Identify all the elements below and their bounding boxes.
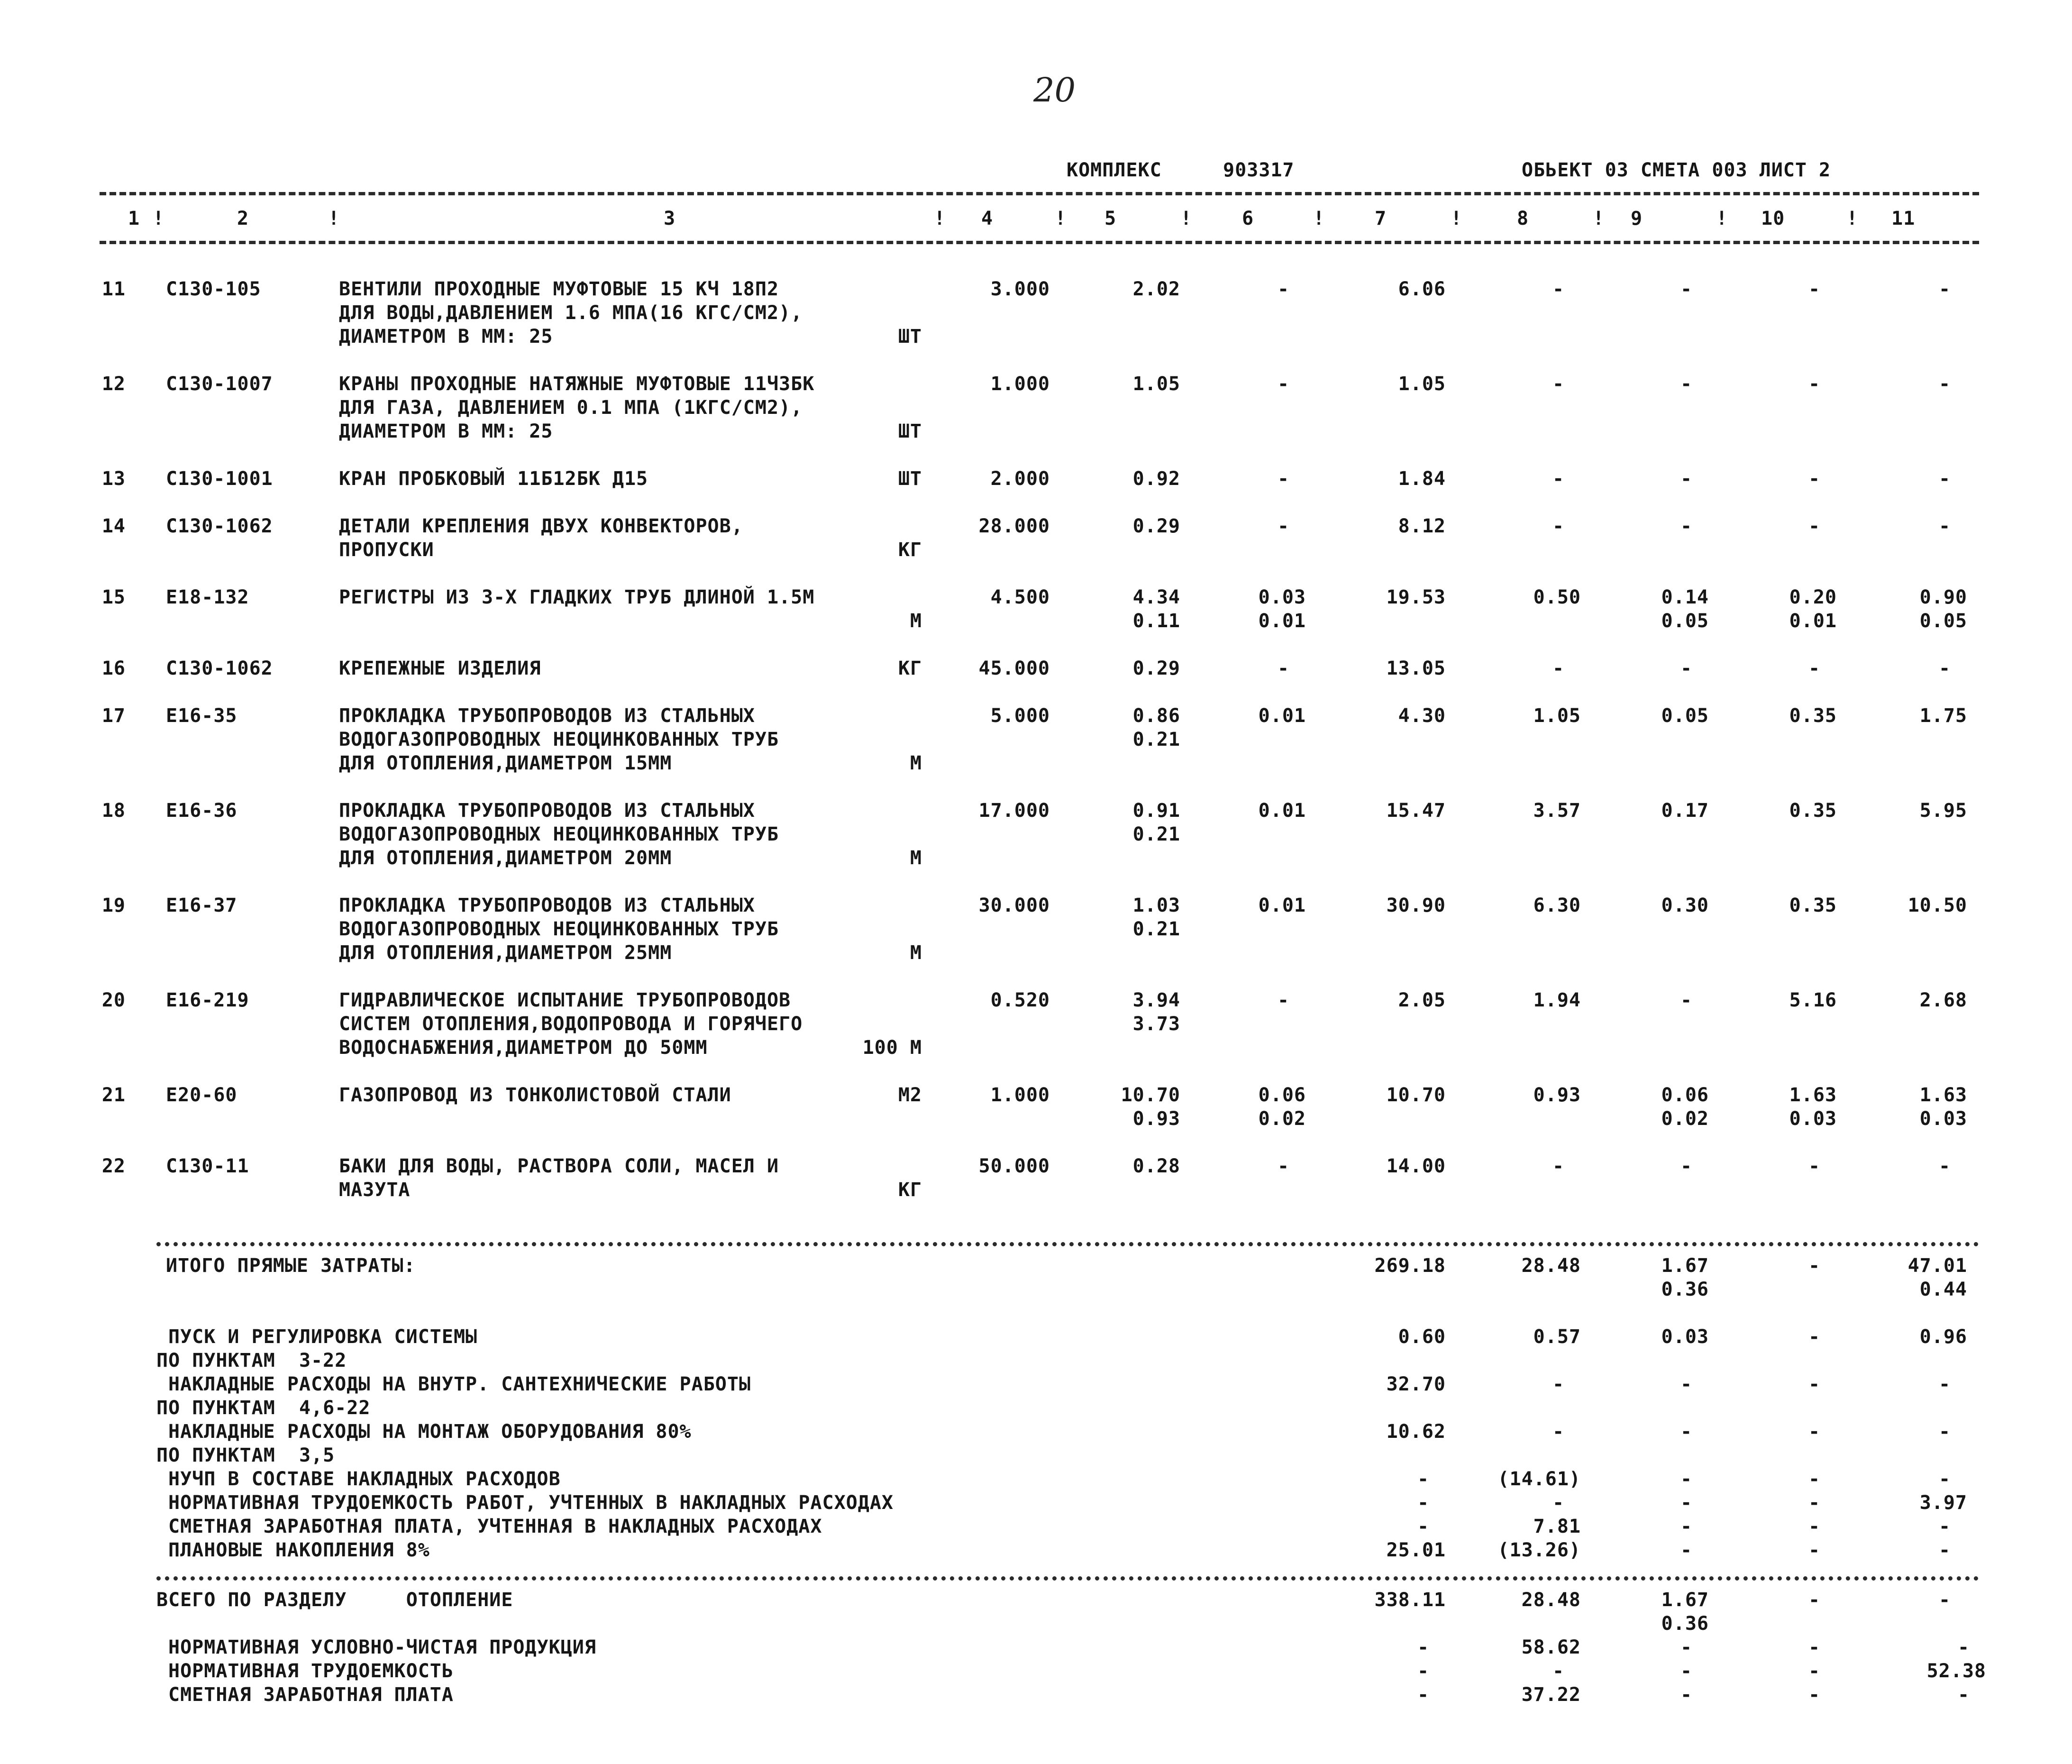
item-quantity: 5.000 [990, 705, 1050, 727]
item-unit: 100 М [862, 1037, 922, 1059]
cell-col6: 0.01 [1258, 800, 1306, 822]
cell-col11: 0.90 [1919, 586, 1967, 608]
item-code: Е16-219 [166, 989, 249, 1011]
overhead-col11: 3.97 [1919, 1492, 1967, 1514]
cell-col8: 1.05 [1533, 705, 1581, 727]
cell-col7: 30.90 [1386, 895, 1446, 916]
cell-col10: - [1808, 515, 1821, 537]
footer-col9: - [1680, 1660, 1693, 1682]
page-number: 20 [1033, 71, 1076, 110]
item-number: 15 [101, 586, 126, 608]
item-description: ПРОКЛАДКА ТРУБОПРОВОДОВ ИЗ СТАЛЬНЫХ [339, 895, 755, 916]
item-number: 14 [101, 515, 126, 537]
cell-col6: 0.01 [1258, 705, 1306, 727]
cell-col10: 5.16 [1789, 989, 1837, 1011]
cell-col11: - [1939, 468, 1951, 490]
overhead-col9: - [1680, 1373, 1693, 1395]
overhead-col9: - [1680, 1421, 1693, 1443]
column-separator: ! [1593, 208, 1605, 229]
column-header-2: 2 [237, 208, 249, 229]
item-description: ВОДОСНАБЖЕНИЯ,ДИАМЕТРОМ ДО 50ММ [339, 1037, 708, 1059]
cell-col10: 0.03 [1789, 1108, 1837, 1130]
overhead-col8: - [1552, 1373, 1565, 1395]
overhead-col7: 0.60 [1398, 1326, 1446, 1348]
footer-col8: - [1552, 1660, 1565, 1682]
direct-costs-col10: - [1808, 1255, 1821, 1277]
cell-col9: 0.02 [1661, 1108, 1709, 1130]
overhead-col11: 0.96 [1919, 1326, 1967, 1348]
cell-col7: 14.00 [1386, 1155, 1446, 1177]
section-total-rule [156, 1576, 1979, 1581]
cell-col7: 8.12 [1398, 515, 1446, 537]
section-total-col9: 1.67 [1661, 1589, 1709, 1611]
cell-col5: 3.73 [1132, 1013, 1180, 1035]
item-number: 21 [101, 1084, 126, 1106]
cell-col9: - [1680, 658, 1693, 679]
item-description: КРАН ПРОБКОВЫЙ 11Б12БК Д15 [339, 468, 648, 490]
item-unit: КГ [898, 1179, 922, 1201]
footer-col7: - [1417, 1636, 1430, 1658]
overhead-col7: 32.70 [1386, 1373, 1446, 1395]
totals-rule [156, 1242, 1979, 1246]
cell-col8: - [1552, 658, 1565, 679]
cell-col11: 5.95 [1919, 800, 1967, 822]
cell-col9: 0.17 [1661, 800, 1709, 822]
direct-costs-col8: 28.48 [1521, 1255, 1581, 1277]
item-code: С130-105 [166, 278, 261, 300]
item-quantity: 30.000 [978, 895, 1050, 916]
cell-col9: - [1680, 515, 1693, 537]
item-unit: ШТ [898, 326, 922, 347]
item-description: ПРОПУСКИ [339, 539, 434, 561]
footer-col7: - [1417, 1660, 1430, 1682]
column-separator: ! [1451, 208, 1463, 229]
cell-col5: 0.28 [1132, 1155, 1180, 1177]
cell-col11: 10.50 [1908, 895, 1967, 916]
overhead-col8: (14.61) [1497, 1468, 1581, 1490]
direct-costs-col11: 47.01 [1908, 1255, 1967, 1277]
cell-col7: 1.05 [1398, 373, 1446, 395]
overhead-items: ПО ПУНКТАМ 3-22 [156, 1350, 347, 1371]
item-unit: М [910, 942, 922, 964]
column-separator: ! [1313, 208, 1325, 229]
item-code: С130-11 [166, 1155, 249, 1177]
item-description: БАКИ ДЛЯ ВОДЫ, РАСТВОРА СОЛИ, МАСЕЛ И [339, 1155, 779, 1177]
cell-col6: 0.06 [1258, 1084, 1306, 1106]
cell-col9: 0.05 [1661, 610, 1709, 632]
cell-col10: 0.35 [1789, 705, 1837, 727]
section-total-col7: 338.11 [1374, 1589, 1446, 1611]
cell-col6: - [1278, 278, 1290, 300]
item-unit: М [910, 847, 922, 869]
item-unit: ШТ [898, 420, 922, 442]
cell-col8: 1.94 [1533, 989, 1581, 1011]
cell-col5: 0.11 [1132, 610, 1180, 632]
column-separator: ! [1716, 208, 1728, 229]
item-number: 13 [101, 468, 126, 490]
item-quantity: 17.000 [978, 800, 1050, 822]
cell-col5: 0.91 [1132, 800, 1180, 822]
cell-col11: 0.03 [1919, 1108, 1967, 1130]
cell-col9: 0.05 [1661, 705, 1709, 727]
overhead-col8: - [1552, 1492, 1565, 1514]
overhead-col10: - [1808, 1326, 1821, 1348]
item-description: ДИАМЕТРОМ В ММ: 25 [339, 420, 553, 442]
item-number: 22 [101, 1155, 126, 1177]
overhead-col7: 10.62 [1386, 1421, 1446, 1443]
overhead-col10: - [1808, 1373, 1821, 1395]
cell-col8: 6.30 [1533, 895, 1581, 916]
item-description: ВОДОГАЗОПРОВОДНЫХ НЕОЦИНКОВАННЫХ ТРУБ [339, 823, 779, 845]
item-quantity: 0.520 [990, 989, 1050, 1011]
column-header-7: 7 [1375, 208, 1387, 229]
cell-col10: - [1808, 373, 1821, 395]
column-separator: ! [328, 208, 340, 229]
overhead-col8: (13.26) [1497, 1539, 1581, 1561]
cell-col8: - [1552, 373, 1565, 395]
overhead-col8: 7.81 [1533, 1516, 1581, 1537]
cell-col10: 0.01 [1789, 610, 1837, 632]
item-code: С130-1001 [166, 468, 273, 490]
cell-col8: - [1552, 468, 1565, 490]
overhead-items: ПО ПУНКТАМ 4,6-22 [156, 1397, 371, 1419]
cell-col5: 3.94 [1132, 989, 1180, 1011]
item-description: ГАЗОПРОВОД ИЗ ТОНКОЛИСТОВОЙ СТАЛИ [339, 1084, 731, 1106]
section-total-col10: - [1808, 1589, 1821, 1611]
footer-col10: - [1808, 1684, 1821, 1706]
overhead-label: НАКЛАДНЫЕ РАСХОДЫ НА МОНТАЖ ОБОРУДОВАНИЯ 80% [168, 1421, 692, 1443]
item-description: ДЕТАЛИ КРЕПЛЕНИЯ ДВУХ КОНВЕКТОРОВ, [339, 515, 743, 537]
item-description: СИСТЕМ ОТОПЛЕНИЯ,ВОДОПРОВОДА И ГОРЯЧЕГО [339, 1013, 803, 1035]
overhead-label: ПЛАНОВЫЕ НАКОПЛЕНИЯ 8% [168, 1539, 430, 1561]
cell-col7: 13.05 [1386, 658, 1446, 679]
overhead-col10: - [1808, 1516, 1821, 1537]
cell-col6: - [1278, 468, 1290, 490]
column-header-8: 8 [1517, 208, 1529, 229]
cell-col5: 0.21 [1132, 729, 1180, 750]
cell-col6: 0.03 [1258, 586, 1306, 608]
cell-col5: 4.34 [1132, 586, 1180, 608]
cell-col9: - [1680, 373, 1693, 395]
cell-col9: 0.06 [1661, 1084, 1709, 1106]
direct-costs-label: ИТОГО ПРЯМЫЕ ЗАТРАТЫ: [166, 1255, 416, 1277]
column-header-10: 10 [1761, 208, 1785, 229]
footer-col10: - [1808, 1660, 1821, 1682]
item-description: КРЕПЕЖНЫЕ ИЗДЕЛИЯ [339, 658, 541, 679]
column-separator: ! [153, 208, 165, 229]
direct-costs-col9: 1.67 [1661, 1255, 1709, 1277]
cell-col9: - [1680, 989, 1693, 1011]
section-total-label: ВСЕГО ПО РАЗДЕЛУ ОТОПЛЕНИЕ [156, 1589, 513, 1611]
cell-col8: 0.93 [1533, 1084, 1581, 1106]
item-code: Е16-37 [166, 895, 237, 916]
item-number: 16 [101, 658, 126, 679]
cell-col9: - [1680, 1155, 1693, 1177]
cell-col7: 19.53 [1386, 586, 1446, 608]
cell-col5: 0.29 [1132, 658, 1180, 679]
item-number: 12 [101, 373, 126, 395]
cell-col10: 1.63 [1789, 1084, 1837, 1106]
cell-col9: 0.30 [1661, 895, 1709, 916]
item-description: КРАНЫ ПРОХОДНЫЕ НАТЯЖНЫЕ МУФТОВЫЕ 11Ч3БК [339, 373, 815, 395]
section-total-col11: - [1939, 1589, 1951, 1611]
cell-col5: 0.86 [1132, 705, 1180, 727]
footer-col11: - [1958, 1684, 1970, 1706]
item-quantity: 1.000 [990, 373, 1050, 395]
overhead-col11: - [1939, 1373, 1951, 1395]
item-description: ГИДРАВЛИЧЕСКОЕ ИСПЫТАНИЕ ТРУБОПРОВОДОВ [339, 989, 791, 1011]
cell-col5: 0.21 [1132, 823, 1180, 845]
cell-col5: 1.03 [1132, 895, 1180, 916]
cell-col6: 0.01 [1258, 610, 1306, 632]
overhead-col10: - [1808, 1468, 1821, 1490]
complex-label: КОМПЛЕКС [1067, 159, 1162, 181]
overhead-col8: - [1552, 1421, 1565, 1443]
cell-col9: 0.14 [1661, 586, 1709, 608]
overhead-label: СМЕТНАЯ ЗАРАБОТНАЯ ПЛАТА, УЧТЕННАЯ В НАКЛАДНЫХ РАСХОДАХ [168, 1516, 822, 1537]
cell-col11: 2.68 [1919, 989, 1967, 1011]
item-description: ПРОКЛАДКА ТРУБОПРОВОДОВ ИЗ СТАЛЬНЫХ [339, 705, 755, 727]
item-quantity: 1.000 [990, 1084, 1050, 1106]
cell-col8: - [1552, 278, 1565, 300]
item-description: ПРОКЛАДКА ТРУБОПРОВОДОВ ИЗ СТАЛЬНЫХ [339, 800, 755, 822]
item-unit: ШТ [898, 468, 922, 490]
cell-col11: 1.63 [1919, 1084, 1967, 1106]
footer-label: НОРМАТИВНАЯ ТРУДОЕМКОСТЬ [168, 1660, 454, 1682]
item-code: С130-1062 [166, 515, 273, 537]
item-unit: М [910, 610, 922, 632]
overhead-label: НАКЛАДНЫЕ РАСХОДЫ НА ВНУТР. САНТЕХНИЧЕСКИЕ РАБОТЫ [168, 1373, 751, 1395]
cell-col6: 0.01 [1258, 895, 1306, 916]
footer-col10: - [1808, 1636, 1821, 1658]
item-number: 11 [101, 278, 126, 300]
item-unit: М2 [898, 1084, 922, 1106]
item-number: 18 [101, 800, 126, 822]
cell-col5: 0.92 [1132, 468, 1180, 490]
item-quantity: 28.000 [978, 515, 1050, 537]
item-description: ДЛЯ ВОДЫ,ДАВЛЕНИЕМ 1.6 МПА(16 КГС/СМ2), [339, 302, 803, 324]
item-code: Е16-36 [166, 800, 237, 822]
footer-col7: - [1417, 1684, 1430, 1706]
overhead-col7: 25.01 [1386, 1539, 1446, 1561]
item-description: ДЛЯ ГАЗА, ДАВЛЕНИЕМ 0.1 МПА (1КГС/СМ2), [339, 397, 803, 419]
column-header-3: 3 [664, 208, 676, 229]
overhead-col10: - [1808, 1539, 1821, 1561]
cell-col7: 1.84 [1398, 468, 1446, 490]
column-separator: ! [934, 208, 946, 229]
cell-col9: - [1680, 278, 1693, 300]
cell-col6: - [1278, 1155, 1290, 1177]
cell-col11: - [1939, 658, 1951, 679]
cell-col11: - [1939, 373, 1951, 395]
item-quantity: 4.500 [990, 586, 1050, 608]
overhead-col11: - [1939, 1516, 1951, 1537]
overhead-col9: - [1680, 1492, 1693, 1514]
overhead-items: ПО ПУНКТАМ 3,5 [156, 1444, 335, 1466]
item-code: Е20-60 [166, 1084, 237, 1106]
cell-col7: 6.06 [1398, 278, 1446, 300]
overhead-col9: - [1680, 1516, 1693, 1537]
cell-col6: - [1278, 373, 1290, 395]
item-description: ВОДОГАЗОПРОВОДНЫХ НЕОЦИНКОВАННЫХ ТРУБ [339, 918, 779, 940]
item-description: ДЛЯ ОТОПЛЕНИЯ,ДИАМЕТРОМ 15ММ [339, 752, 672, 774]
cell-col11: 1.75 [1919, 705, 1967, 727]
cell-col10: - [1808, 1155, 1821, 1177]
direct-costs-col9: 0.36 [1661, 1279, 1709, 1300]
overhead-col7: - [1417, 1492, 1430, 1514]
item-description: ВЕНТИЛИ ПРОХОДНЫЕ МУФТОВЫЕ 15 КЧ 18П2 [339, 278, 779, 300]
direct-costs-col7: 269.18 [1374, 1255, 1446, 1277]
direct-costs-col11: 0.44 [1919, 1279, 1967, 1300]
column-header-5: 5 [1104, 208, 1117, 229]
overhead-col11: - [1939, 1539, 1951, 1561]
cell-col10: 0.35 [1789, 895, 1837, 916]
cell-col11: - [1939, 1155, 1951, 1177]
item-unit: КГ [898, 539, 922, 561]
cell-col11: 0.05 [1919, 610, 1967, 632]
overhead-col7: - [1417, 1468, 1430, 1490]
item-description: МАЗУТА [339, 1179, 411, 1201]
cell-col5: 10.70 [1121, 1084, 1180, 1106]
overhead-col7: - [1417, 1516, 1430, 1537]
footer-label: НОРМАТИВНАЯ УСЛОВНО-ЧИСТАЯ ПРОДУКЦИЯ [168, 1636, 596, 1658]
section-total-col9: 0.36 [1661, 1613, 1709, 1635]
item-number: 19 [101, 895, 126, 916]
column-header-4: 4 [981, 208, 994, 229]
cell-col7: 4.30 [1398, 705, 1446, 727]
item-description: ДЛЯ ОТОПЛЕНИЯ,ДИАМЕТРОМ 20ММ [339, 847, 672, 869]
item-description: РЕГИСТРЫ ИЗ 3-Х ГЛАДКИХ ТРУБ ДЛИНОЙ 1.5М [339, 586, 815, 608]
cell-col8: 0.50 [1533, 586, 1581, 608]
item-unit: КГ [898, 658, 922, 679]
column-header-11: 11 [1891, 208, 1916, 229]
cell-col10: 0.35 [1789, 800, 1837, 822]
cell-col7: 15.47 [1386, 800, 1446, 822]
cell-col5: 2.02 [1132, 278, 1180, 300]
overhead-col11: - [1939, 1421, 1951, 1443]
cell-col11: - [1939, 278, 1951, 300]
overhead-col8: 0.57 [1533, 1326, 1581, 1348]
footer-col8: 58.62 [1521, 1636, 1581, 1658]
item-description: ВОДОГАЗОПРОВОДНЫХ НЕОЦИНКОВАННЫХ ТРУБ [339, 729, 779, 750]
footer-col9: - [1680, 1636, 1693, 1658]
overhead-label: НОРМАТИВНАЯ ТРУДОЕМКОСТЬ РАБОТ, УЧТЕННЫХ В НАКЛАДНЫХ РАСХОДАХ [168, 1492, 894, 1514]
cell-col8: 3.57 [1533, 800, 1581, 822]
item-code: Е16-35 [166, 705, 237, 727]
footer-col11: 52.38 [1926, 1660, 1986, 1682]
header-rule-top [100, 192, 1979, 195]
column-separator: ! [1180, 208, 1193, 229]
item-code: С130-1062 [166, 658, 273, 679]
column-separator: ! [1846, 208, 1859, 229]
cell-col8: - [1552, 1155, 1565, 1177]
header-rule-bottom [100, 241, 1979, 244]
item-unit: М [910, 752, 922, 774]
overhead-col11: - [1939, 1468, 1951, 1490]
cell-col5: 1.05 [1132, 373, 1180, 395]
overhead-col9: 0.03 [1661, 1326, 1709, 1348]
overhead-col10: - [1808, 1421, 1821, 1443]
cell-col5: 0.21 [1132, 918, 1180, 940]
column-header-1: 1 [128, 208, 140, 229]
section-total-col8: 28.48 [1521, 1589, 1581, 1611]
cell-col6: - [1278, 989, 1290, 1011]
cell-col7: 10.70 [1386, 1084, 1446, 1106]
cell-col6: - [1278, 658, 1290, 679]
object-info: ОБЬЕКТ 03 СМЕТА 003 ЛИСТ 2 [1522, 159, 1831, 181]
cell-col7: 2.05 [1398, 989, 1446, 1011]
item-number: 17 [101, 705, 126, 727]
footer-label: СМЕТНАЯ ЗАРАБОТНАЯ ПЛАТА [168, 1684, 454, 1706]
cell-col6: - [1278, 515, 1290, 537]
cell-col11: - [1939, 515, 1951, 537]
cell-col10: 0.20 [1789, 586, 1837, 608]
cell-col8: - [1552, 515, 1565, 537]
item-quantity: 50.000 [978, 1155, 1050, 1177]
overhead-col9: - [1680, 1468, 1693, 1490]
item-quantity: 2.000 [990, 468, 1050, 490]
item-code: С130-1007 [166, 373, 273, 395]
column-header-9: 9 [1631, 208, 1643, 229]
cell-col10: - [1808, 278, 1821, 300]
item-number: 20 [101, 989, 126, 1011]
item-code: Е18-132 [166, 586, 249, 608]
overhead-col10: - [1808, 1492, 1821, 1514]
complex-number: 903317 [1223, 159, 1295, 181]
footer-col11: - [1958, 1636, 1970, 1658]
column-separator: ! [1055, 208, 1067, 229]
item-quantity: 45.000 [978, 658, 1050, 679]
item-quantity: 3.000 [990, 278, 1050, 300]
footer-col8: 37.22 [1521, 1684, 1581, 1706]
footer-col9: - [1680, 1684, 1693, 1706]
cell-col10: - [1808, 658, 1821, 679]
cell-col9: - [1680, 468, 1693, 490]
overhead-label: НУЧП В СОСТАВЕ НАКЛАДНЫХ РАСХОДОВ [168, 1468, 561, 1490]
cell-col5: 0.29 [1132, 515, 1180, 537]
cell-col5: 0.93 [1132, 1108, 1180, 1130]
overhead-label: ПУСК И РЕГУЛИРОВКА СИСТЕМЫ [168, 1326, 478, 1348]
column-header-6: 6 [1242, 208, 1254, 229]
item-description: ДИАМЕТРОМ В ММ: 25 [339, 326, 553, 347]
overhead-col9: - [1680, 1539, 1693, 1561]
item-description: ДЛЯ ОТОПЛЕНИЯ,ДИАМЕТРОМ 25ММ [339, 942, 672, 964]
cell-col6: 0.02 [1258, 1108, 1306, 1130]
cell-col10: - [1808, 468, 1821, 490]
